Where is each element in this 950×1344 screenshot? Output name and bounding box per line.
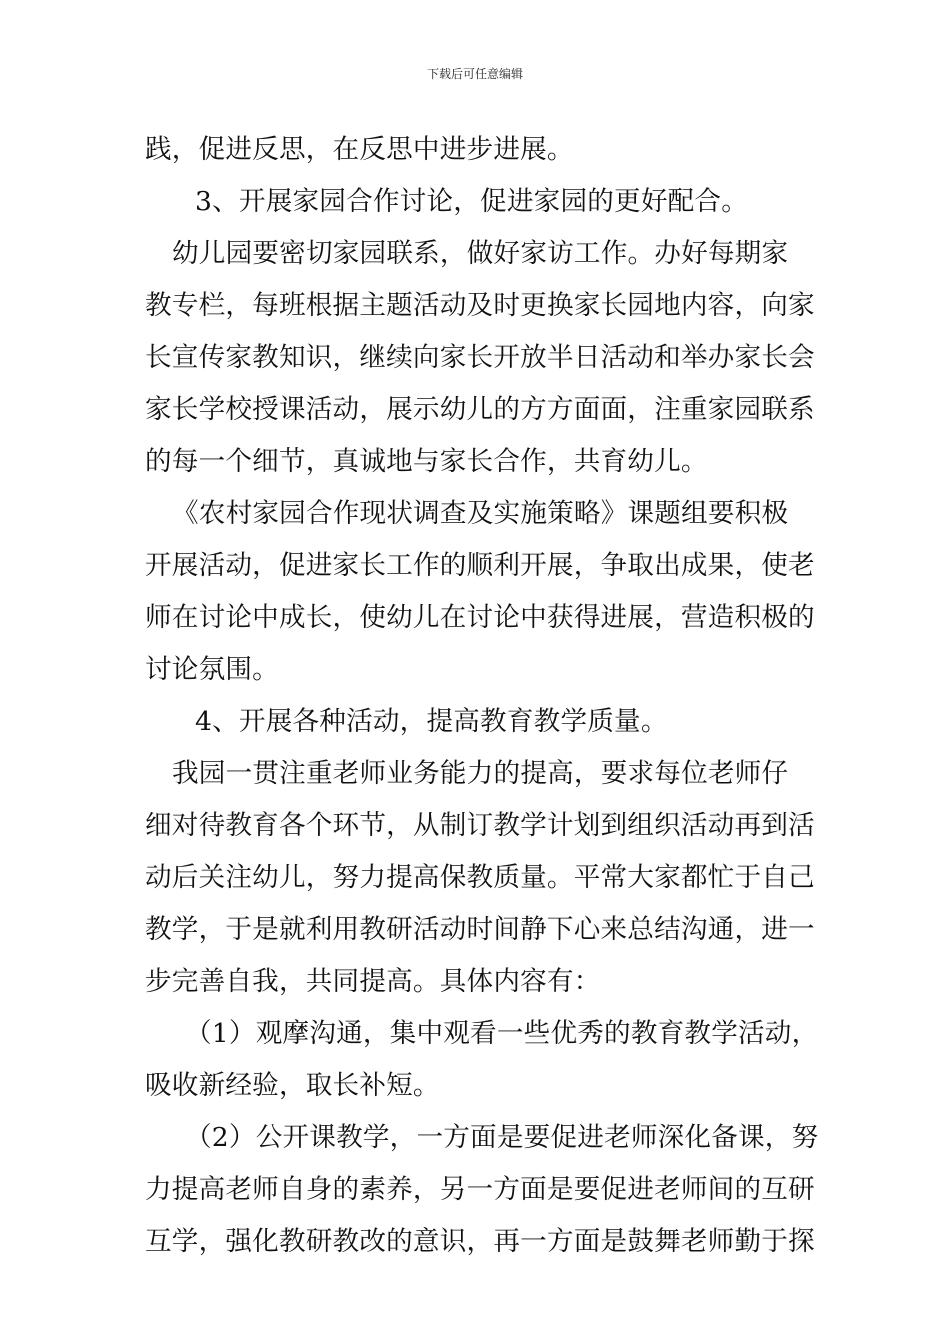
text-line: 教专栏，每班根据主题活动及时更换家长园地内容，向家 bbox=[145, 290, 815, 321]
text-line: 力提高老师自身的素养，另一方面是要促进老师间的互研 bbox=[145, 1174, 815, 1205]
text-line: 动后关注幼儿，努力提高保教质量。平常大家都忙于自己 bbox=[145, 862, 815, 893]
text-line: 3、开展家园合作讨论，促进家园的更好配合。 bbox=[195, 186, 748, 217]
text-line: 开展活动，促进家长工作的顺利开展，争取出成果，使老 bbox=[145, 550, 815, 581]
text-line: 4、开展各种活动，提高教育教学质量。 bbox=[195, 706, 668, 737]
text-line: 吸收新经验，取长补短。 bbox=[145, 1070, 440, 1101]
document-body bbox=[145, 124, 819, 1268]
text-line: 我园一贯注重老师业务能力的提高，要求每位老师仔 bbox=[172, 758, 789, 789]
text-line: 细对待教育各个环节，从制订教学计划到组织活动再到活 bbox=[145, 810, 815, 841]
text-line: 讨论氛围。 bbox=[145, 654, 279, 685]
page-header: 下载后可任意编辑 bbox=[426, 67, 523, 81]
text-line: 《农村家园合作现状调查及实施策略》课题组要积极 bbox=[172, 498, 789, 529]
text-line: 互学，强化教研教改的意识，再一方面是鼓舞老师勤于探 bbox=[145, 1226, 815, 1257]
text-line: 践，促进反思，在反思中进步进展。 bbox=[145, 134, 574, 165]
text-line: 家长学校授课活动，展示幼儿的方方面面，注重家园联系 bbox=[145, 394, 815, 425]
text-block bbox=[145, 124, 819, 1268]
text-line: 步完善自我，共同提高。具体内容有： bbox=[145, 966, 601, 997]
text-line: 师在讨论中成长，使幼儿在讨论中获得进展，营造积极的 bbox=[145, 602, 815, 633]
text-line: 教学，于是就利用教研活动时间静下心来总结沟通，进一 bbox=[145, 914, 815, 945]
text-line: 的每一个细节，真诚地与家长合作，共育幼儿。 bbox=[145, 446, 708, 477]
text-line: 幼儿园要密切家园联系，做好家访工作。办好每期家 bbox=[172, 238, 789, 269]
text-line: （2）公开课教学，一方面是要促进老师深化备课，努 bbox=[185, 1122, 819, 1153]
text-line: （1）观摩沟通，集中观看一些优秀的教育教学活动， bbox=[185, 1018, 819, 1049]
text-line: 长宣传家教知识，继续向家长开放半日活动和举办家长会 bbox=[145, 342, 815, 373]
